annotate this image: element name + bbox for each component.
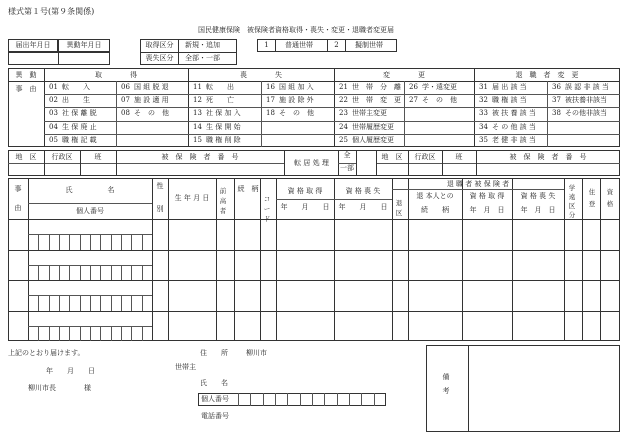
reason-code[interactable]: 38 (552, 109, 561, 118)
reason-code[interactable]: 22 (339, 96, 348, 105)
householder-label: 世帯主 (175, 363, 196, 371)
divider (178, 39, 179, 65)
reason-label: そ の 他 (422, 96, 457, 105)
submit-date: 年 月 日 (46, 367, 95, 375)
divider (404, 81, 405, 147)
digit-cell-divider (38, 326, 39, 341)
digit-cell-divider (287, 393, 288, 406)
reason-code[interactable]: 17 (266, 96, 275, 105)
digit-cell-divider (49, 265, 50, 280)
divider (474, 107, 620, 108)
digit-cell-divider (312, 393, 313, 406)
reason-label: 世 帯 変 更 (352, 96, 401, 105)
digit-cell-divider (90, 265, 91, 280)
retired-div-header: 退区 (395, 199, 403, 217)
birth-header: 生 年 月 日 (174, 194, 210, 202)
district-insured-number2: 被 保 険 者 番 号 (509, 153, 587, 161)
self-dep-header: 退 本人との (416, 192, 454, 200)
reason-code[interactable]: 14 (193, 122, 202, 131)
digit-cell-divider (80, 234, 81, 249)
form-number: 様式第１号(第９条関係) (8, 7, 95, 16)
divider (44, 107, 188, 108)
digit-cell-divider (121, 295, 122, 310)
digit-cell-divider (69, 326, 70, 341)
digit-cell-divider (361, 393, 362, 406)
divider (140, 52, 237, 53)
digit-cell-divider (69, 265, 70, 280)
reason-code[interactable]: 33 (479, 109, 488, 118)
divider (334, 121, 474, 122)
digit-cell-divider (38, 234, 39, 249)
reason-label: その他非該当 (565, 109, 607, 118)
loss-ymd: 年 月 日 (338, 203, 388, 211)
divider (474, 94, 620, 95)
reason-label: 世帯履歴変更 (352, 122, 394, 131)
divider (44, 94, 188, 95)
acq2-header: 資 格 取 得 (469, 192, 505, 200)
date-submitted-label: 届出年月日 (15, 41, 51, 49)
reason-label: 届 出 該 当 (492, 83, 527, 91)
reason-label: 老 健 非 該 当 (492, 135, 536, 144)
reason-label: 死 亡 (206, 96, 234, 105)
reasons-side-label-1: 異 動 (15, 71, 37, 79)
district-ward: 行政区 (51, 153, 73, 161)
household-1-num: 1 (264, 41, 269, 49)
digit-cell-divider (300, 393, 301, 406)
divider (8, 219, 620, 220)
acq2-ymd: 年 月 日 (469, 206, 505, 214)
district-all: 全 (343, 151, 351, 159)
reason-code[interactable]: 06 (121, 83, 130, 91)
digit-cell-divider (142, 326, 143, 341)
reason-code[interactable]: 18 (266, 109, 275, 118)
column-divider (564, 178, 565, 341)
digit-cell-divider (121, 326, 122, 341)
reason-code[interactable]: 26 (409, 83, 418, 91)
divider (338, 163, 356, 164)
sex-label-2: 別 (156, 205, 164, 213)
reason-label: 生 保 開 始 (206, 122, 241, 131)
page-title: 国民健康保険 被保険者資格取得・喪失・変更・退職者変更届 (198, 26, 394, 34)
column-divider (600, 178, 601, 341)
household-1-label: 普通世帯 (285, 41, 313, 49)
divider (44, 121, 188, 122)
change-header: 変 更 (383, 71, 425, 79)
loss2-ymd: 年 月 日 (520, 206, 556, 214)
relation2-header: 続 柄 (421, 206, 449, 214)
reason-code[interactable]: 05 (49, 135, 58, 144)
reason-code[interactable]: 35 (479, 135, 488, 144)
loss-type-label: 喪失区分 (145, 54, 174, 62)
divider (188, 121, 334, 122)
reason-label: 被扶養非該当 (565, 96, 607, 105)
digit-cell-divider (111, 265, 112, 280)
column-divider (408, 178, 409, 341)
relation-header: 続 柄 (237, 185, 259, 193)
divider (547, 81, 548, 147)
divider (468, 345, 469, 432)
digit-cell-divider (142, 265, 143, 280)
divider (392, 189, 564, 190)
remarks-label: 備 考 (442, 373, 464, 395)
event-label-1: 事 (14, 185, 22, 193)
reason-code[interactable]: 31 (479, 83, 488, 91)
reason-label: 施 設 適 用 (134, 96, 169, 105)
acquire-type-value: 新規・追加 (185, 41, 220, 49)
district-group: 班 (94, 153, 102, 161)
reason-code[interactable]: 08 (121, 109, 130, 118)
digit-cell-divider (131, 265, 132, 280)
reason-code[interactable]: 25 (339, 135, 348, 144)
divider (276, 199, 392, 200)
reason-label: 被 扶 養 該 当 (492, 109, 536, 118)
student-header: 学遠区分 (568, 184, 576, 219)
event-label-2: 由 (14, 204, 22, 212)
digit-cell-divider (131, 326, 132, 341)
digit-cell-divider (90, 326, 91, 341)
digit-cell-divider (275, 393, 276, 406)
personal-number-header: 個人番号 (76, 207, 104, 215)
acq-date-header: 資 格 取 得 (287, 187, 323, 195)
reason-code[interactable]: 36 (552, 83, 561, 91)
former-residence: 転 居 処 理 (294, 159, 329, 167)
digit-cell-divider (90, 295, 91, 310)
reason-code[interactable]: 07 (121, 96, 130, 105)
divider (345, 39, 346, 52)
digit-cell-divider (80, 295, 81, 310)
retired-header: 退 職 者 変 更 (515, 71, 579, 79)
row-divider (8, 311, 620, 312)
reason-code[interactable]: 04 (49, 122, 58, 131)
name-header: 氏 名 (65, 186, 115, 194)
digit-cell-divider (80, 326, 81, 341)
digit-cell-divider (100, 326, 101, 341)
reason-label: 職 権 削 除 (206, 135, 241, 144)
reason-code[interactable]: 03 (49, 109, 58, 118)
address-label: 住 所 (200, 349, 228, 357)
digit-cell-divider (49, 326, 50, 341)
digit-cell-divider (80, 265, 81, 280)
divider (261, 81, 262, 147)
digit-cell-divider (349, 393, 350, 406)
digit-cell-divider (100, 295, 101, 310)
sex-label-1: 性 (156, 182, 164, 190)
digit-cell-divider (238, 393, 239, 406)
digit-cell-divider (337, 393, 338, 406)
digit-cell-divider (69, 234, 70, 249)
acq-ymd: 年 月 日 (280, 203, 330, 211)
name-label: 氏 名 (200, 379, 228, 387)
reason-code[interactable]: 27 (409, 96, 418, 105)
loss-type-value: 全部・一部 (185, 54, 220, 62)
divider (44, 134, 188, 135)
digit-cell-divider (111, 295, 112, 310)
digit-cell-divider (374, 393, 375, 406)
divider (28, 203, 152, 204)
column-divider (512, 178, 513, 341)
reason-label: 誤 認 非 該 当 (565, 83, 609, 91)
district-insured-number: 被 保 険 者 番 号 (161, 153, 239, 161)
loss-header: 喪 失 (240, 71, 282, 79)
reason-label: 国 組 脱 退 (134, 83, 169, 91)
address-value[interactable]: 柳川市 (246, 349, 267, 357)
digit-cell-divider (324, 393, 325, 406)
district-area: 地 区 (15, 153, 37, 161)
digit-cell-divider (250, 393, 251, 406)
acquire-type-label: 取得区分 (145, 41, 174, 49)
reason-label: 社 保 離 脱 (62, 109, 97, 118)
row-divider (8, 250, 620, 251)
divider (474, 134, 620, 135)
reason-code[interactable]: 12 (193, 96, 202, 105)
divider (188, 94, 334, 95)
digit-cell-divider (100, 234, 101, 249)
digit-cell-divider (121, 265, 122, 280)
column-divider (334, 178, 335, 341)
reason-code[interactable]: 01 (49, 83, 58, 91)
household-2-num: 2 (334, 41, 339, 49)
phone-label: 電話番号 (201, 412, 229, 420)
household-2-label: 擬制世帯 (355, 41, 383, 49)
column-divider (152, 178, 153, 341)
divider (116, 81, 117, 147)
loss-date-header: 資 格 喪 失 (345, 187, 381, 195)
digit-cell-divider (59, 234, 60, 249)
column-divider (582, 178, 583, 341)
code-header: コード (263, 195, 271, 223)
divider (8, 81, 620, 82)
divider (334, 107, 474, 108)
digit-cell-divider (38, 295, 39, 310)
reason-label: 出 生 (62, 96, 90, 105)
reason-code[interactable]: 24 (339, 122, 348, 131)
column-divider (168, 178, 169, 341)
divider (275, 39, 276, 52)
divider (376, 163, 620, 164)
divider (188, 134, 334, 135)
reason-code[interactable]: 37 (552, 96, 561, 105)
digit-cell-divider (59, 326, 60, 341)
digit-cell-divider (90, 234, 91, 249)
reason-code[interactable]: 32 (479, 96, 488, 105)
mayor-label: 柳川市長 様 (28, 384, 91, 392)
reason-code[interactable]: 15 (193, 135, 202, 144)
reason-label: 転 出 (206, 83, 234, 91)
date-changed-label: 異動年月日 (66, 41, 102, 49)
digit-cell-divider (263, 393, 264, 406)
digit-cell-divider (111, 234, 112, 249)
digit-cell-divider (59, 295, 60, 310)
reason-label: 転 入 (62, 83, 90, 91)
divider (8, 163, 284, 164)
divider (334, 94, 474, 95)
reason-label: 世 帯 分 離 (352, 83, 401, 91)
divider (334, 134, 474, 135)
column-divider (216, 178, 217, 341)
reason-label: そ の 他 (279, 109, 314, 118)
reason-label: そ の 他 該 当 (492, 122, 536, 131)
column-divider (234, 178, 235, 341)
digit-cell-divider (49, 295, 50, 310)
reason-code[interactable]: 02 (49, 96, 58, 105)
digit-cell-divider (121, 234, 122, 249)
digit-cell-divider (131, 295, 132, 310)
reason-label: 世帯主変更 (352, 109, 387, 118)
reason-label: 個人履歴変更 (352, 135, 394, 144)
column-divider (276, 178, 277, 341)
reason-code[interactable]: 23 (339, 109, 348, 118)
divider (58, 52, 59, 65)
reason-label: 生 保 廃 止 (62, 122, 97, 131)
prev-age-header: 前高者 (219, 187, 227, 215)
declaration-text: 上記のとおり届けます。 (8, 349, 85, 357)
reasons-side-label-2: 事 由 (15, 85, 37, 93)
district-group2: 班 (455, 153, 463, 161)
loss2-header: 資 格 喪 失 (520, 192, 556, 200)
reason-code[interactable]: 13 (193, 109, 202, 118)
digit-cell-divider (69, 295, 70, 310)
divider (188, 107, 334, 108)
reason-label: そ の 他 (134, 109, 169, 118)
reason-code[interactable]: 16 (266, 83, 275, 91)
reason-label: 職 権 該 当 (492, 96, 527, 105)
digit-cell-divider (142, 295, 143, 310)
reason-code[interactable]: 21 (339, 83, 348, 91)
digit-cell-divider (142, 234, 143, 249)
digit-cell-divider (131, 234, 132, 249)
row-divider (8, 280, 620, 281)
district-ward2: 行政区 (414, 153, 436, 161)
digit-cell-divider (38, 265, 39, 280)
divider (356, 150, 357, 176)
personal-number-label: 個人番号 (201, 395, 229, 403)
column-divider (392, 178, 393, 341)
digit-cell-divider (49, 234, 50, 249)
remarks-box[interactable] (426, 345, 620, 432)
reason-code[interactable]: 34 (479, 122, 488, 131)
acquire-header: 取 得 (95, 71, 137, 79)
reason-label: 国 組 加 入 (279, 83, 314, 91)
district-part: 一部 (340, 164, 354, 172)
reason-label: 学・遠変更 (422, 83, 457, 91)
digit-cell-divider (100, 265, 101, 280)
digit-cell-divider (111, 326, 112, 341)
column-divider (260, 178, 261, 341)
column-divider (462, 178, 463, 341)
reason-label: 社 保 加 入 (206, 109, 241, 118)
reason-code[interactable]: 11 (193, 83, 202, 91)
reason-label: 職 権 記 載 (62, 135, 97, 144)
reason-label: 施 設 除 外 (279, 96, 314, 105)
digit-cell-divider (59, 265, 60, 280)
retired-insured-header: 退 職 者 被 保 険 者 (446, 180, 510, 188)
date-input-blank[interactable] (8, 52, 110, 65)
qualification-header: 資格 (606, 188, 614, 208)
divider (474, 121, 620, 122)
resident-header: 住登 (588, 188, 596, 208)
district-area2: 地 区 (381, 153, 403, 161)
